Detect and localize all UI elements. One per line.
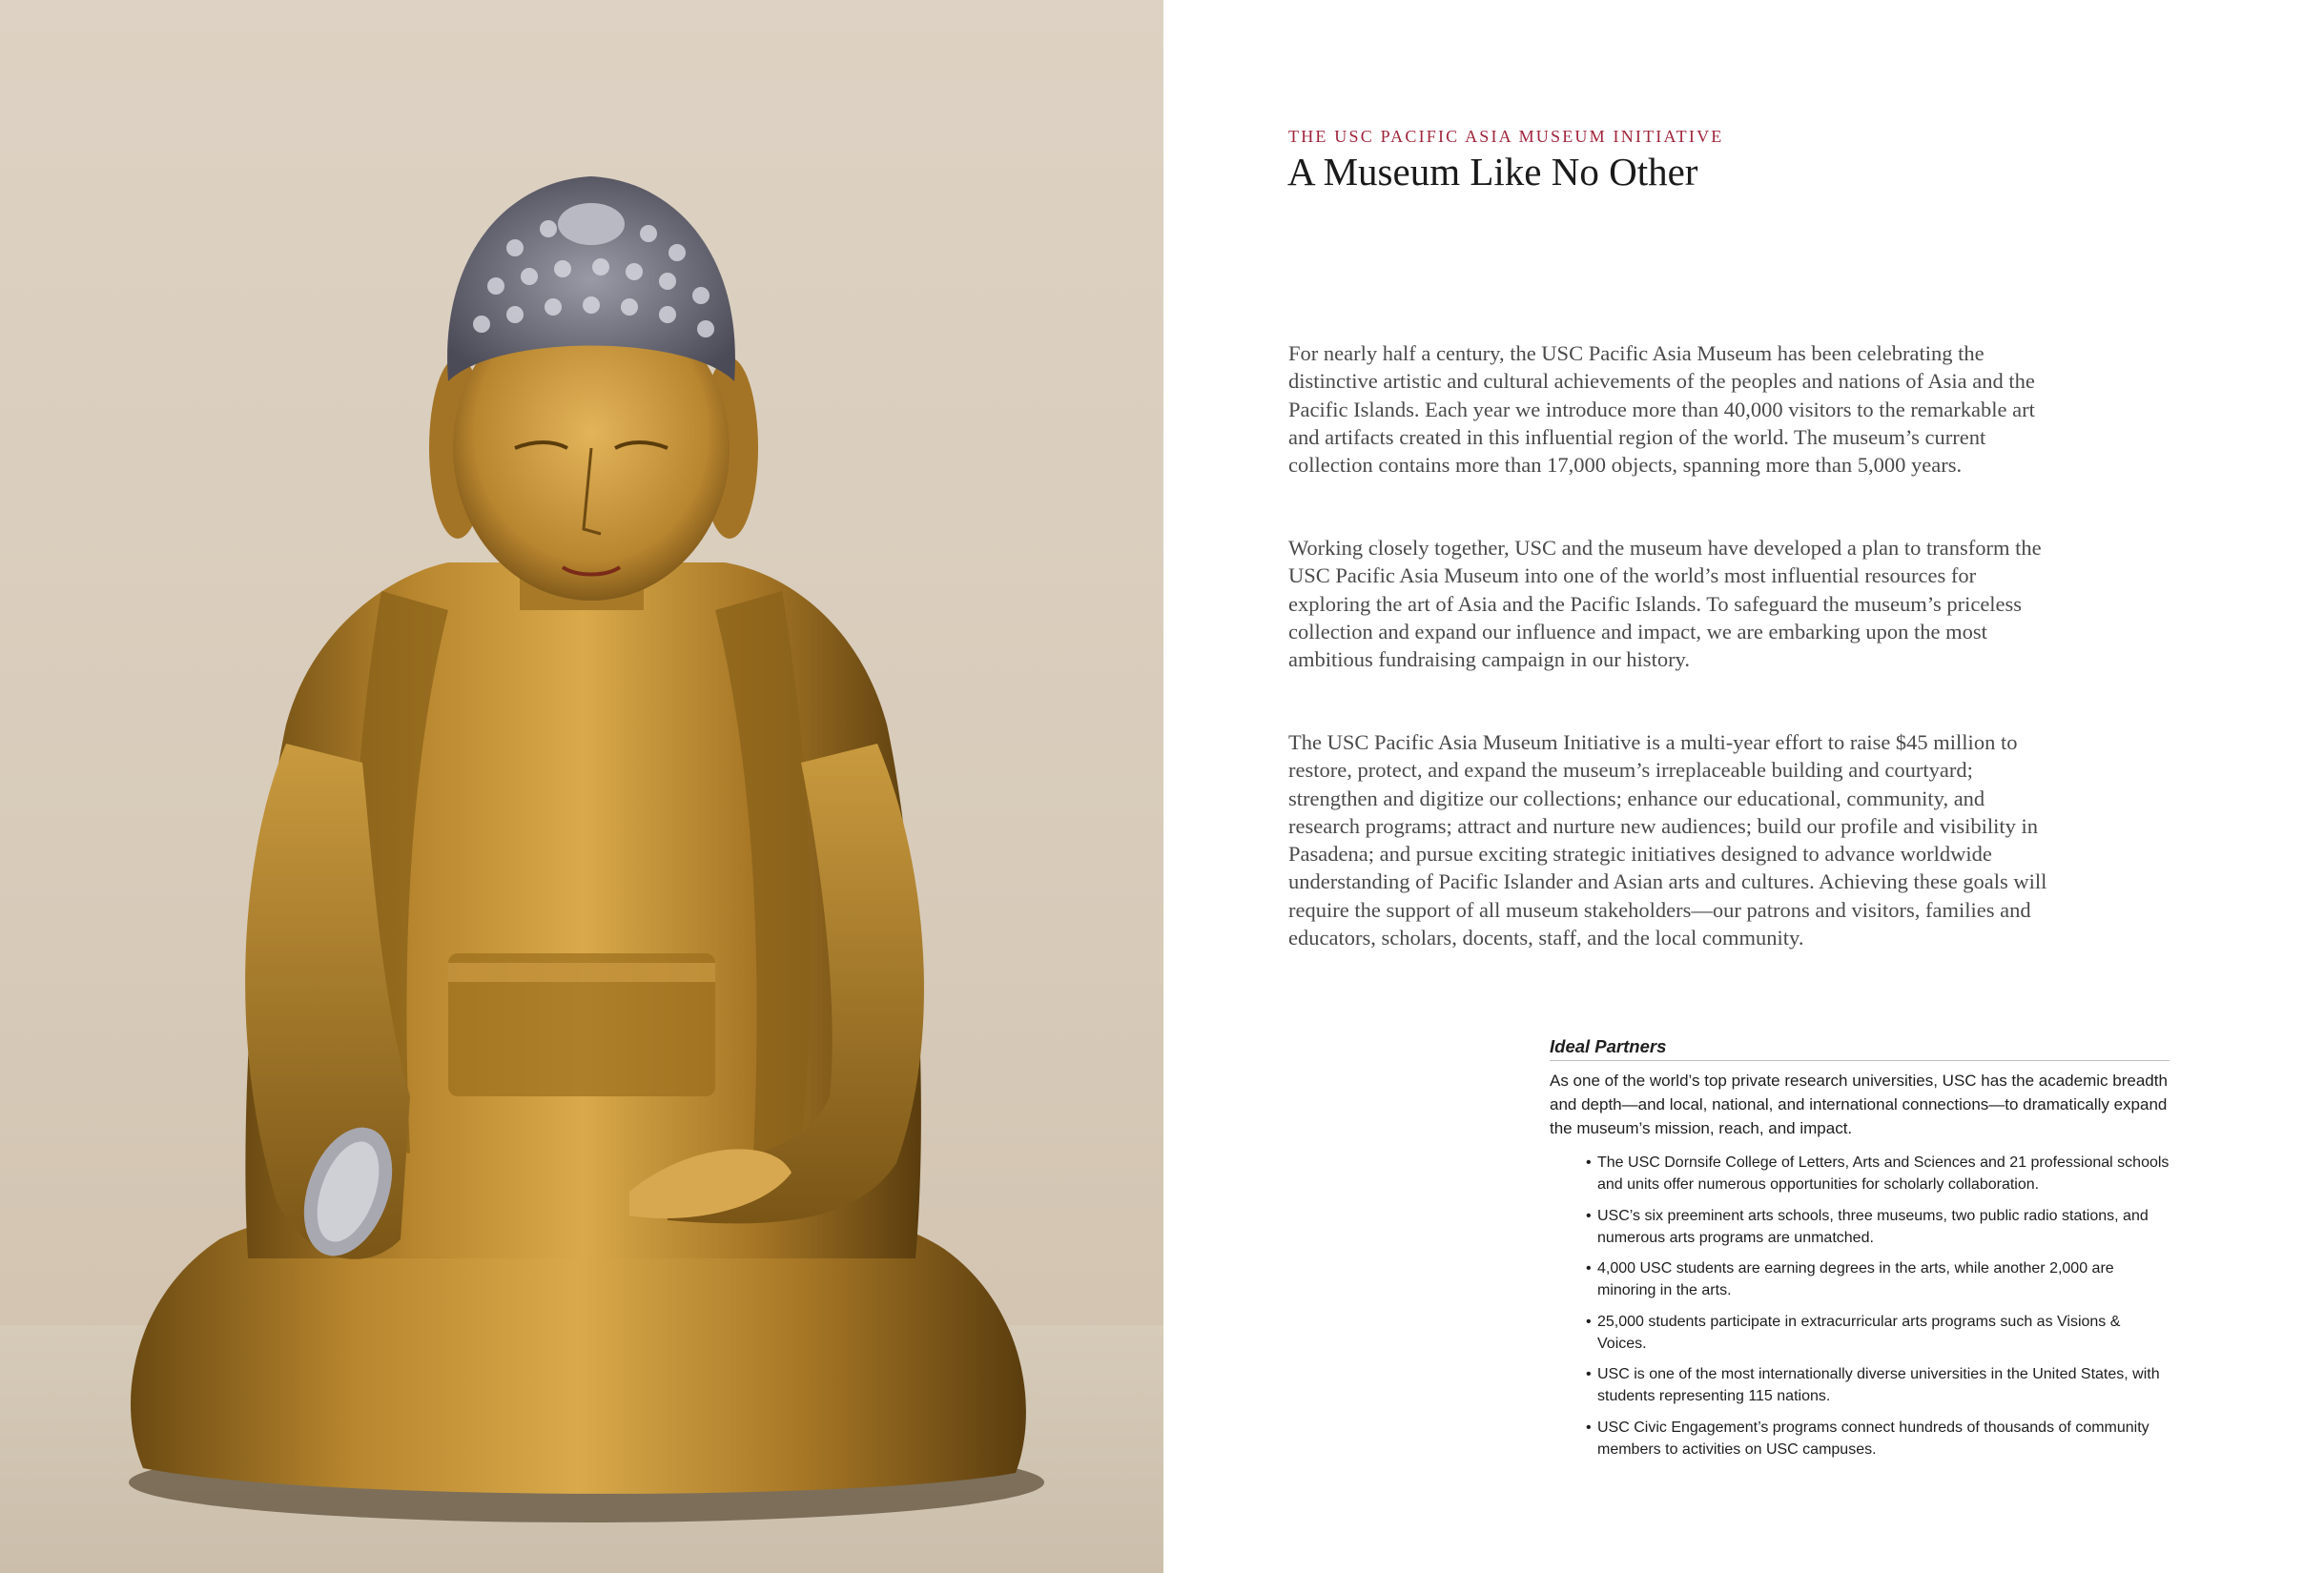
bullet-icon: • xyxy=(1586,1207,1592,1224)
ideal-partners-sidebar xyxy=(1550,1036,2170,1469)
partners-list xyxy=(1550,1152,2170,1461)
text-column xyxy=(1163,0,2324,1573)
list-item xyxy=(1586,1417,2170,1461)
bullet-icon: • xyxy=(1586,1260,1592,1277)
eyebrow-label: THE USC PACIFIC ASIA MUSEUM INITIATIVE xyxy=(1288,127,1724,146)
page-title: A Museum Like No Other xyxy=(1287,150,1698,194)
body-paragraph-3: The USC Pacific Asia Museum Initiative is a multi-year effort to raise $45 million to restore, protect, and expand the museum’s irreplaceable building and courtyard; strengthen and digitize our collections; enhance our educational, community, and research programs; attract and nurture new audiences; build our profile and visibility in Pasadena; and pursue exciting strategic initiatives designed to advance worldwide understanding of Pacific Islander and Asian arts and cultures. Achieving these goals will require the support of all museum stakeholders—our patrons and visitors, families and educators, scholars, docents, staff, and the local community. xyxy=(1288,730,2047,950)
body-paragraph-2: Working closely together, USC and the museum have developed a plan to transform the USC Pacific Asia Museum into one of the world’s most influential resources for exploring the art of Asia and the Pacific Islands. To safeguard the museum’s priceless collection and expand our influence and impact, we are embarking upon the most ambitious fundraising campaign in our history. xyxy=(1288,536,2042,672)
bullet-icon: • xyxy=(1586,1154,1592,1171)
list-item-text: 4,000 USC students are earning degrees in the arts, while another 2,000 are minoring in the arts. xyxy=(1597,1260,2114,1298)
bullet-icon: • xyxy=(1586,1366,1592,1382)
list-item-text: USC’s six preeminent arts schools, three museums, two public radio stations, and numerous arts programs are unmatched. xyxy=(1597,1207,2149,1246)
list-item-text: USC Civic Engagement’s programs connect hundreds of thousands of community members to activities on USC campuses. xyxy=(1597,1419,2149,1458)
list-item xyxy=(1586,1257,2170,1301)
list-item xyxy=(1586,1205,2170,1249)
bullet-icon: • xyxy=(1586,1313,1592,1330)
partners-intro: As one of the world’s top private research universities, USC has the academic breadth and depth—and local, national, and international connections—to dramatically expand the museum’s mission, reach, and impact. xyxy=(1550,1072,2168,1137)
bullet-icon: • xyxy=(1586,1419,1592,1436)
body-paragraph-1: For nearly half a century, the USC Pacific Asia Museum has been celebrating the distinctive artistic and cultural achievements of the peoples and nations of Asia and the Pacific Islands. Each year we introduce more than 40,000 visitors to the remarkable art and artifacts created in this influential region of the world. The museum’s current collection contains more than 17,000 objects, spanning more than 5,000 years. xyxy=(1288,341,2035,478)
list-item xyxy=(1586,1152,2170,1195)
list-item xyxy=(1586,1363,2170,1407)
list-item-text: USC is one of the most internationally diverse universities in the United States, with students representing 115 nations. xyxy=(1597,1366,2160,1404)
list-item-text: 25,000 students participate in extracurricular arts programs such as Visions & Voices. xyxy=(1597,1313,2121,1352)
list-item xyxy=(1586,1311,2170,1355)
partners-heading: Ideal Partners xyxy=(1550,1036,2170,1061)
list-item-text: The USC Dornsife College of Letters, Arts and Sciences and 21 professional schools and units offer numerous opportunities for scholarly collaboration. xyxy=(1597,1154,2170,1193)
